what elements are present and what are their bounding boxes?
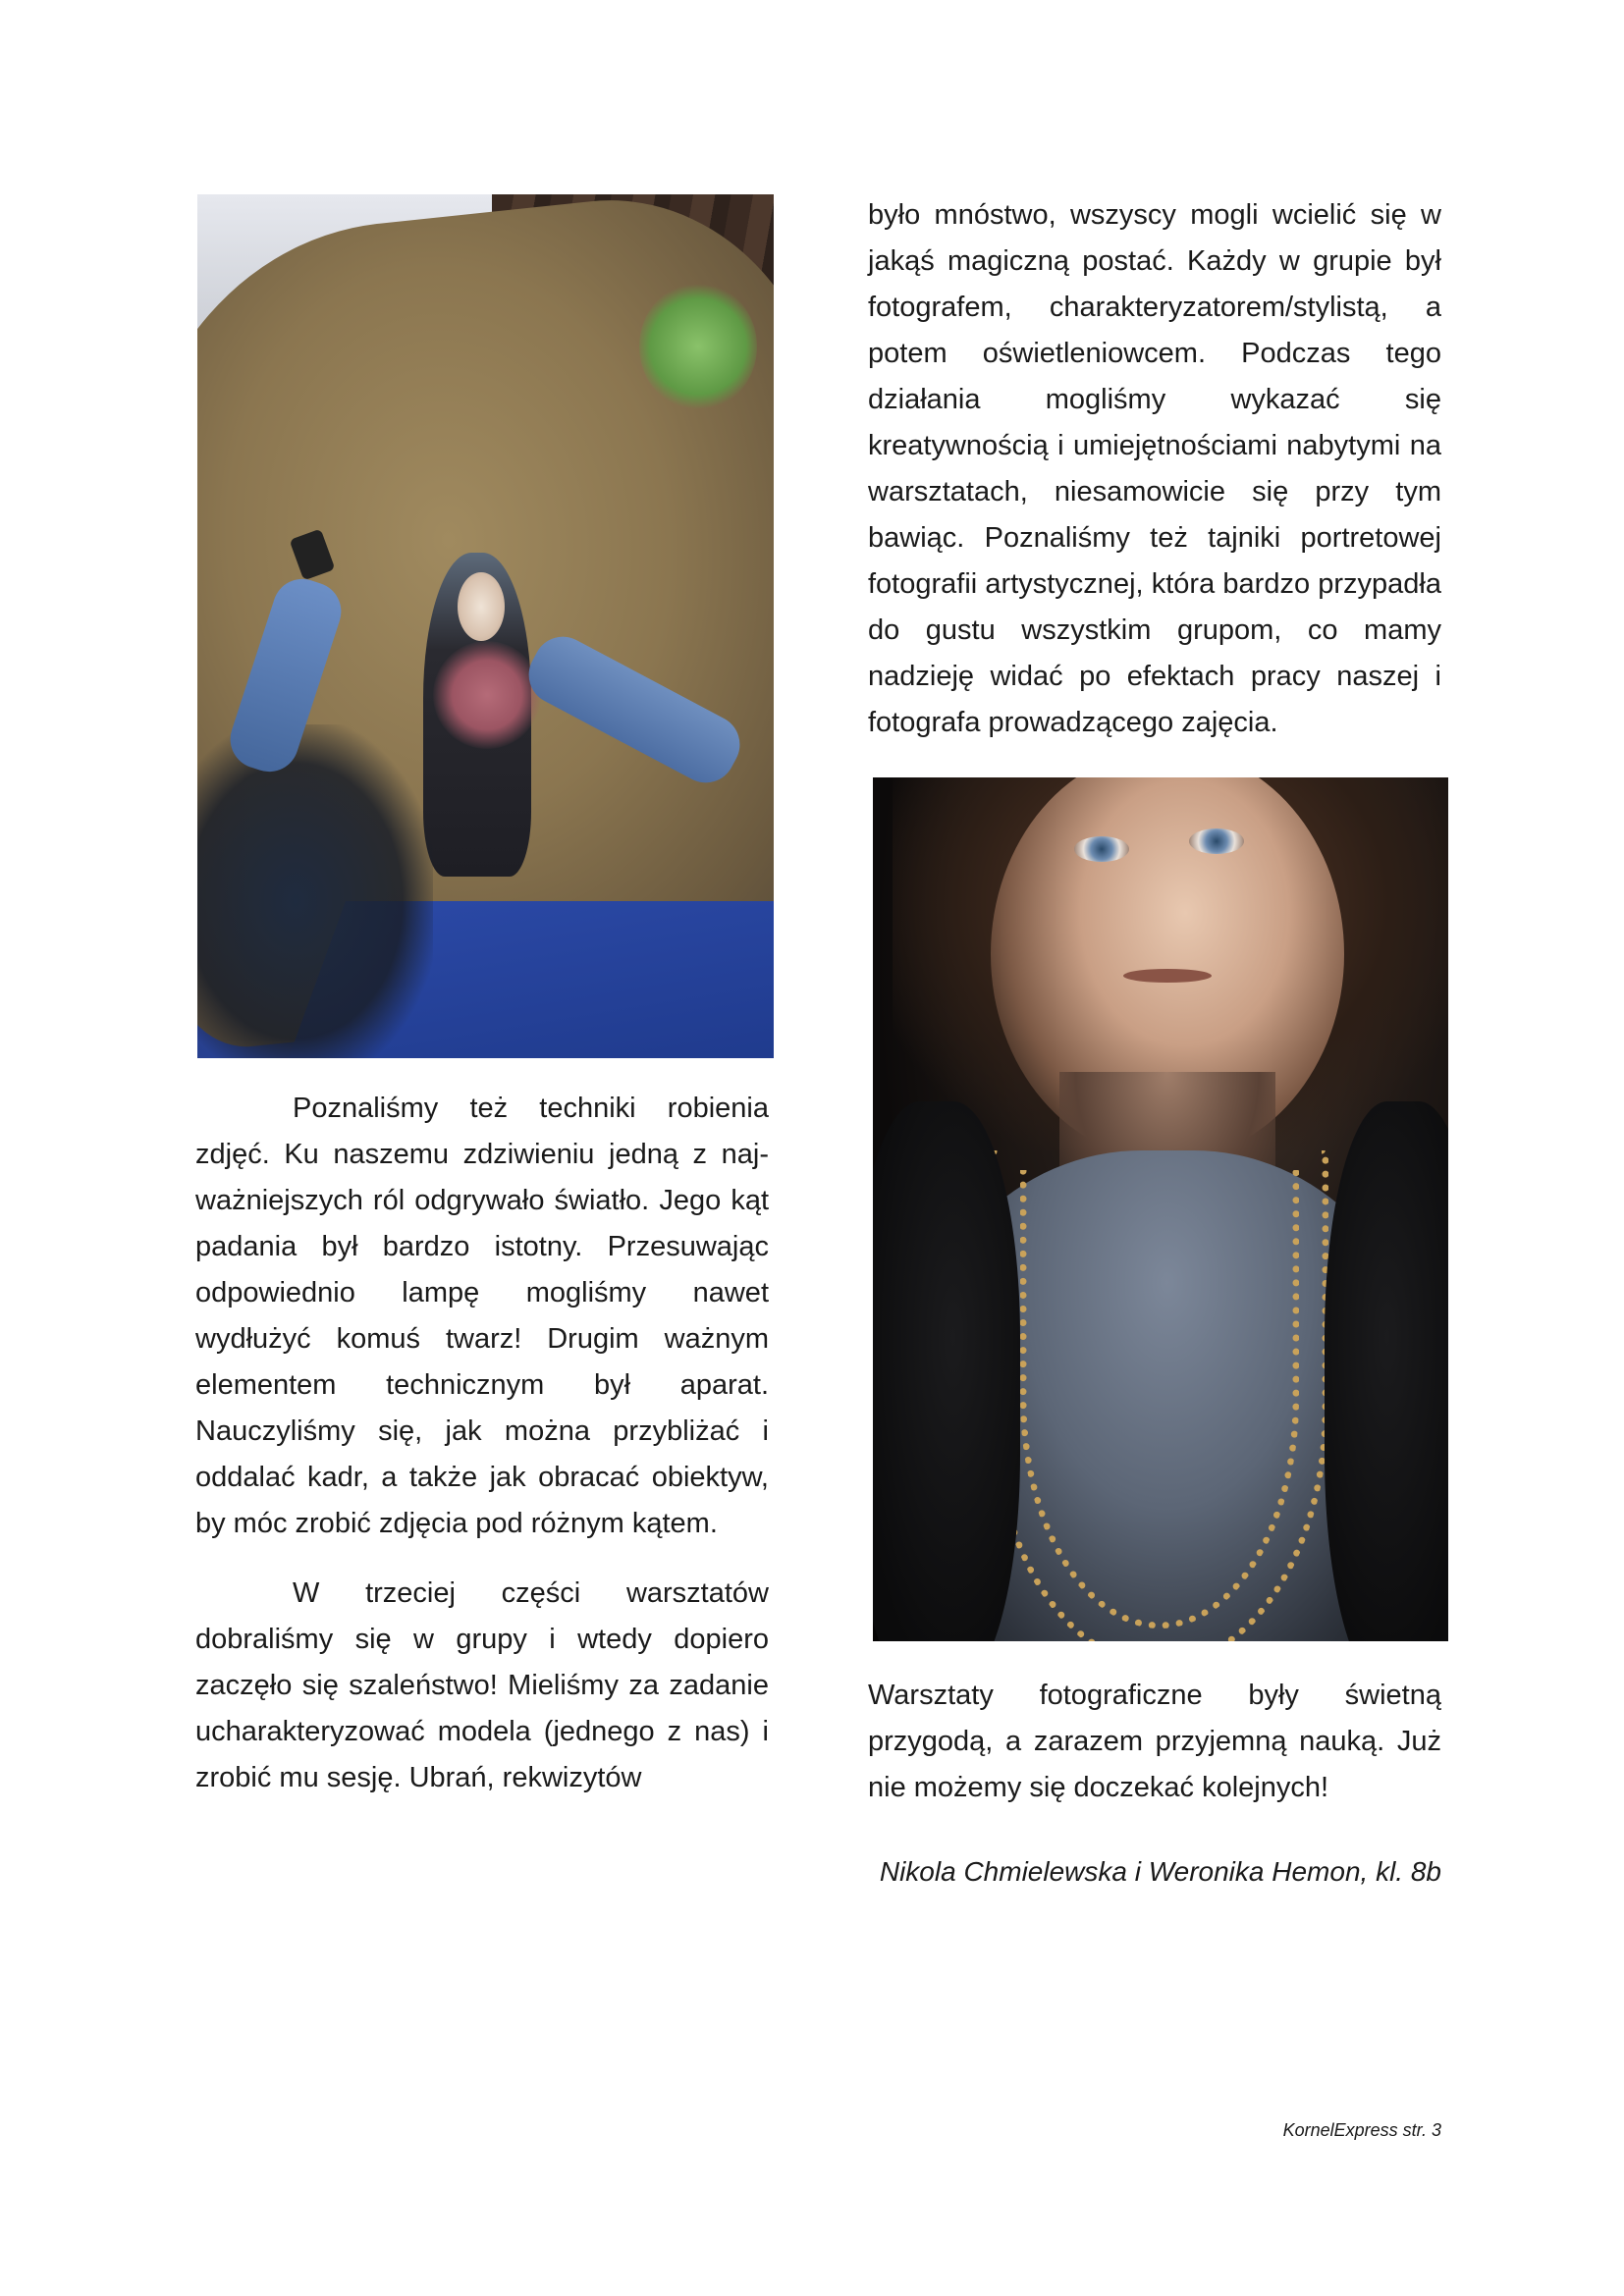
workshop-photo [197,194,774,1058]
left-paragraph-1: Poznaliśmy też techniki robienia zdjęć. Ku naszemu zdziwieniu jedną z najważniejszych ról odgrywało światło. Jego kąt padania był bardzo istotny. Przesuwając odpowiednio lampę mogliśmy nawet wydłużyć komuś twarz! Drugim ważnym elementem technicznym był aparat. Nauczyliśmy się, jak można przybliżać i oddalać kadr, a także jak obracać obiektyw, by móc zrobić zdjęcia pod różnym kątem. [195,1093,769,1539]
author-caption: Nikola Chmielewska i Weronika Hemon, kl. 8b [879,1856,1441,1887]
right-paragraph-2: Warsztaty fotograficzne były świetną przygodą, a zarazem przyjemną nauką. Już nie możemy się doczekać kolejnych! [868,1680,1441,1803]
left-column [195,1086,769,1801]
page-footer: KornelExpress str. 3 [1282,2120,1441,2140]
left-paragraph-2: W trzeciej części warsztatów dobraliśmy się w grupy i wtedy dopiero zaczęło się szaleństwo! Mieliśmy za zadanie ucharakteryzować modela (jednego z nas) i zrobić mu sesję. Ubrań, rekwizytów [195,1577,769,1793]
right-column-top [868,192,1441,746]
right-column-bottom [868,1673,1441,1811]
portrait-photo [873,777,1448,1641]
right-paragraph-1: było mnóstwo, wszyscy mogli wcielić się w jakąś magiczną postać. Każdy w grupie był fotografem, charakteryzatorem/stylistą, a potem oświetleniowcem. Podczas tego działania mogliśmy wykazać się kreatywnością i umiejętnościami nabytymi na warsztatach, niesamowicie się przy tym bawiąc. Poznaliśmy też tajniki portretowej fotografii artystycznej, która bardzo przypadła do gustu wszystkim grupom, co mamy nadzieję widać po efektach pracy naszej i fotografa prowadzącego zajęcia. [868,199,1441,738]
